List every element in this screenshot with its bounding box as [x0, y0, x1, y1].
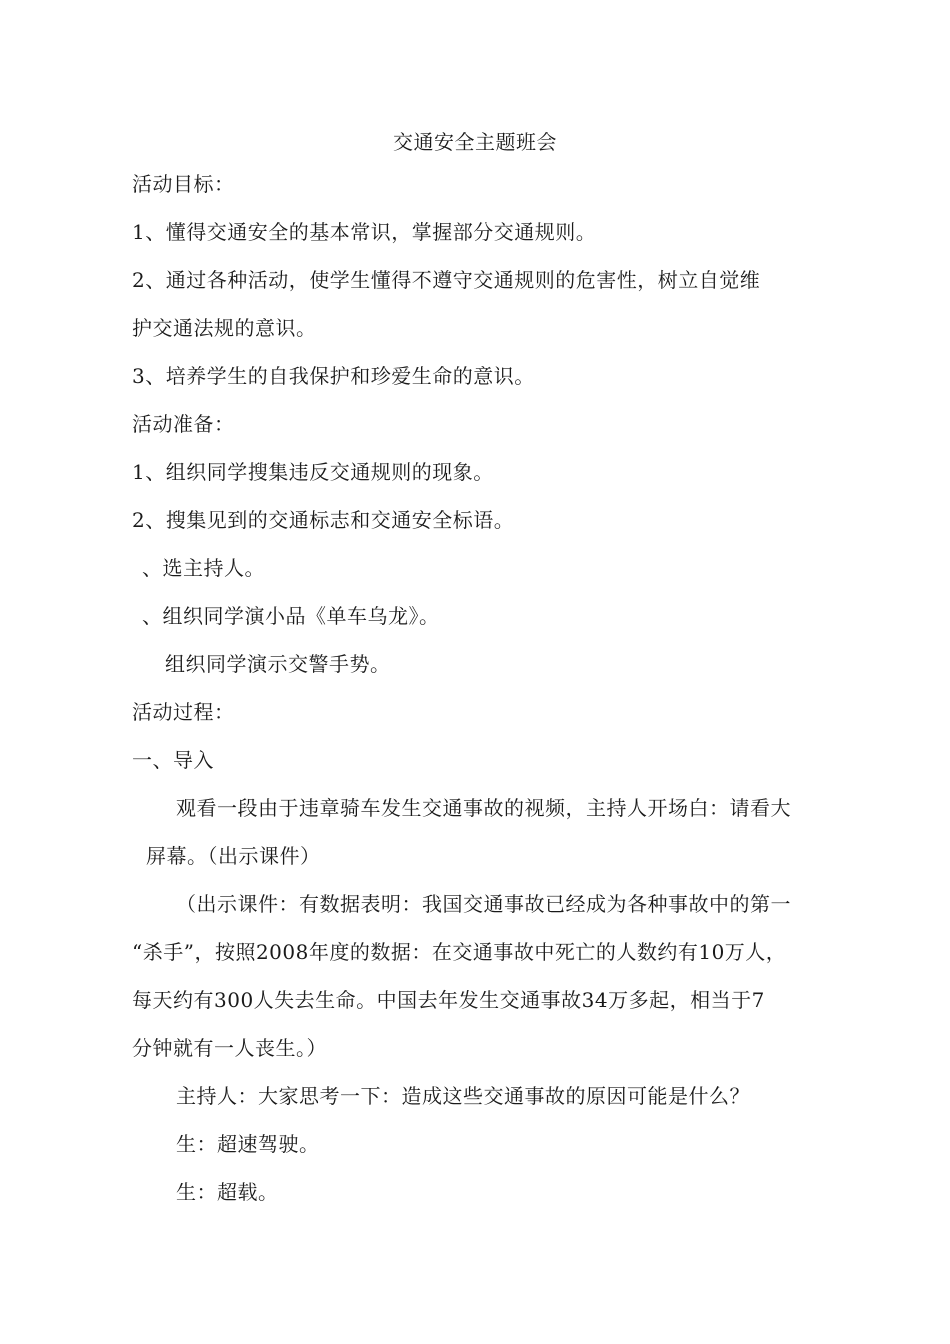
- section-heading-goals: 活动目标：: [132, 172, 235, 196]
- goal-item-1: 1、懂得交通安全的基本常识，掌握部分交通规则。: [132, 220, 597, 244]
- section-heading-process: 活动过程：: [132, 700, 235, 724]
- goal-item-3: 3、培养学生的自我保护和珍爱生命的意识。: [132, 364, 535, 388]
- student-answer-1: 生：超速驾驶。: [176, 1132, 320, 1156]
- process-step-intro: 一、导入: [132, 748, 214, 772]
- document-title: 交通安全主题班会: [393, 130, 557, 154]
- goal-item-2-continued: 护交通法规的意识。: [132, 316, 317, 340]
- prep-item-1: 1、组织同学搜集违反交通规则的现象。: [132, 460, 494, 484]
- paragraph-video-continued: 屏幕。（出示课件）: [146, 844, 321, 868]
- paragraph-data-line-2: “杀手”，按照2008年度的数据：在交通事故中死亡的人数约有10万人，: [132, 940, 787, 964]
- prep-item-3: 、选主持人。: [142, 556, 265, 580]
- student-answer-2: 生：超载。: [176, 1180, 279, 1204]
- paragraph-data-line-4: 分钟就有一人丧生。）: [132, 1036, 327, 1060]
- host-question: 主持人：大家思考一下：造成这些交通事故的原因可能是什么？: [176, 1084, 750, 1108]
- prep-item-5: 组织同学演示交警手势。: [165, 652, 391, 676]
- paragraph-data: （出示课件：有数据表明：我国交通事故已经成为各种事故中的第一: [176, 892, 791, 916]
- paragraph-video: 观看一段由于违章骑车发生交通事故的视频，主持人开场白：请看大: [176, 796, 791, 820]
- prep-item-4: 、组织同学演小品《单车乌龙》。: [142, 604, 440, 628]
- prep-item-2: 2、搜集见到的交通标志和交通安全标语。: [132, 508, 515, 532]
- section-heading-preparation: 活动准备：: [132, 412, 235, 436]
- goal-item-2: 2、通过各种活动，使学生懂得不遵守交通规则的危害性，树立自觉维: [132, 268, 761, 292]
- paragraph-data-line-3: 每天约有300人失去生命。中国去年发生交通事故34万多起，相当于7: [132, 988, 765, 1012]
